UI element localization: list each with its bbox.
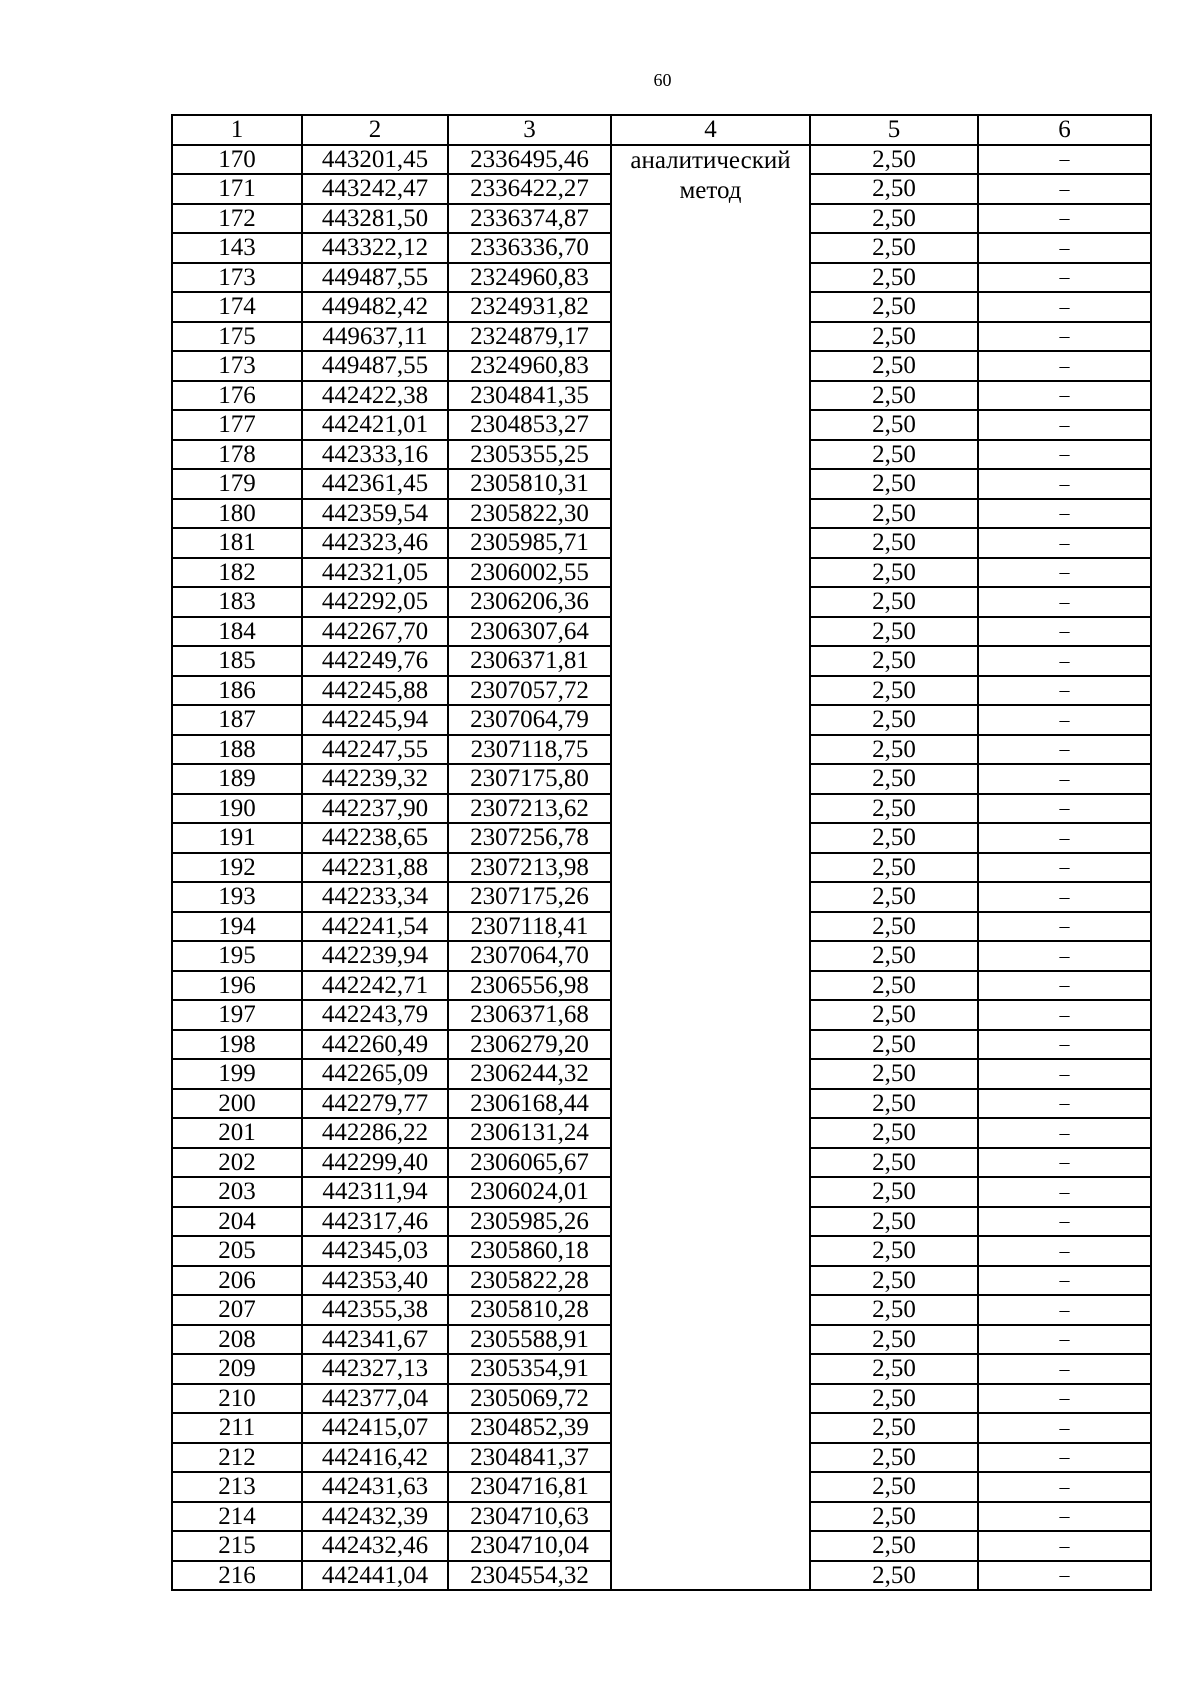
accuracy-cell: 2,50 [810, 764, 978, 794]
x-coordinate-cell: 443281,50 [302, 204, 448, 234]
y-coordinate-cell: 2306065,67 [448, 1148, 611, 1178]
point-number-cell: 216 [172, 1561, 302, 1591]
y-coordinate-cell: 2307175,26 [448, 882, 611, 912]
accuracy-cell: 2,50 [810, 1059, 978, 1089]
x-coordinate-cell: 442327,13 [302, 1354, 448, 1384]
x-coordinate-cell: 442247,55 [302, 735, 448, 765]
y-coordinate-cell: 2307064,70 [448, 941, 611, 971]
y-coordinate-cell: 2305822,30 [448, 499, 611, 529]
accuracy-cell: 2,50 [810, 823, 978, 853]
point-number-cell: 214 [172, 1502, 302, 1532]
x-coordinate-cell: 442377,04 [302, 1384, 448, 1414]
x-coordinate-cell: 442231,88 [302, 853, 448, 883]
point-number-cell: 202 [172, 1148, 302, 1178]
accuracy-cell: 2,50 [810, 1236, 978, 1266]
x-coordinate-cell: 442237,90 [302, 794, 448, 824]
accuracy-cell: 2,50 [810, 1384, 978, 1414]
point-number-cell: 196 [172, 971, 302, 1001]
note-cell: – [978, 174, 1151, 204]
note-cell: – [978, 1118, 1151, 1148]
x-coordinate-cell: 442317,46 [302, 1207, 448, 1237]
note-cell: – [978, 263, 1151, 293]
point-number-cell: 186 [172, 676, 302, 706]
point-number-cell: 179 [172, 469, 302, 499]
note-cell: – [978, 1531, 1151, 1561]
x-coordinate-cell: 442432,46 [302, 1531, 448, 1561]
point-number-cell: 206 [172, 1266, 302, 1296]
note-cell: – [978, 528, 1151, 558]
y-coordinate-cell: 2336374,87 [448, 204, 611, 234]
x-coordinate-cell: 442265,09 [302, 1059, 448, 1089]
y-coordinate-cell: 2305355,25 [448, 440, 611, 470]
y-coordinate-cell: 2305985,71 [448, 528, 611, 558]
coordinates-table [171, 114, 1152, 1591]
note-cell: – [978, 1325, 1151, 1355]
accuracy-cell: 2,50 [810, 1354, 978, 1384]
accuracy-cell: 2,50 [810, 499, 978, 529]
y-coordinate-cell: 2306206,36 [448, 587, 611, 617]
x-coordinate-cell: 442243,79 [302, 1000, 448, 1030]
note-cell: – [978, 1207, 1151, 1237]
note-cell: – [978, 853, 1151, 883]
y-coordinate-cell: 2306371,81 [448, 646, 611, 676]
table-row [172, 145, 1151, 175]
x-coordinate-cell: 449487,55 [302, 263, 448, 293]
point-number-cell: 178 [172, 440, 302, 470]
point-number-cell: 199 [172, 1059, 302, 1089]
x-coordinate-cell: 442359,54 [302, 499, 448, 529]
note-cell: – [978, 1354, 1151, 1384]
accuracy-cell: 2,50 [810, 794, 978, 824]
note-cell: – [978, 794, 1151, 824]
y-coordinate-cell: 2304554,32 [448, 1561, 611, 1591]
y-coordinate-cell: 2306002,55 [448, 558, 611, 588]
x-coordinate-cell: 442239,32 [302, 764, 448, 794]
accuracy-cell: 2,50 [810, 204, 978, 234]
note-cell: – [978, 1443, 1151, 1473]
accuracy-cell: 2,50 [810, 676, 978, 706]
y-coordinate-cell: 2324960,83 [448, 263, 611, 293]
point-number-cell: 205 [172, 1236, 302, 1266]
y-coordinate-cell: 2336336,70 [448, 233, 611, 263]
y-coordinate-cell: 2306131,24 [448, 1118, 611, 1148]
y-coordinate-cell: 2324931,82 [448, 292, 611, 322]
note-cell: – [978, 912, 1151, 942]
note-cell: – [978, 882, 1151, 912]
x-coordinate-cell: 442415,07 [302, 1413, 448, 1443]
accuracy-cell: 2,50 [810, 381, 978, 411]
point-number-cell: 197 [172, 1000, 302, 1030]
note-cell: – [978, 145, 1151, 175]
point-number-cell: 182 [172, 558, 302, 588]
y-coordinate-cell: 2306279,20 [448, 1030, 611, 1060]
x-coordinate-cell: 443242,47 [302, 174, 448, 204]
point-number-cell: 173 [172, 263, 302, 293]
accuracy-cell: 2,50 [810, 233, 978, 263]
point-number-cell: 184 [172, 617, 302, 647]
point-number-cell: 193 [172, 882, 302, 912]
x-coordinate-cell: 442345,03 [302, 1236, 448, 1266]
x-coordinate-cell: 442431,63 [302, 1472, 448, 1502]
note-cell: – [978, 705, 1151, 735]
y-coordinate-cell: 2305860,18 [448, 1236, 611, 1266]
point-number-cell: 203 [172, 1177, 302, 1207]
page-number: 60 [653, 70, 672, 90]
x-coordinate-cell: 442286,22 [302, 1118, 448, 1148]
accuracy-cell: 2,50 [810, 145, 978, 175]
note-cell: – [978, 1472, 1151, 1502]
accuracy-cell: 2,50 [810, 1177, 978, 1207]
accuracy-cell: 2,50 [810, 1089, 978, 1119]
x-coordinate-cell: 449487,55 [302, 351, 448, 381]
accuracy-cell: 2,50 [810, 1118, 978, 1148]
note-cell: – [978, 1030, 1151, 1060]
x-coordinate-cell: 442355,38 [302, 1295, 448, 1325]
x-coordinate-cell: 442432,39 [302, 1502, 448, 1532]
x-coordinate-cell: 442422,38 [302, 381, 448, 411]
accuracy-cell: 2,50 [810, 263, 978, 293]
accuracy-cell: 2,50 [810, 292, 978, 322]
y-coordinate-cell: 2305069,72 [448, 1384, 611, 1414]
x-coordinate-cell: 442416,42 [302, 1443, 448, 1473]
column-header: 2 [302, 115, 448, 145]
point-number-cell: 170 [172, 145, 302, 175]
point-number-cell: 187 [172, 705, 302, 735]
point-number-cell: 176 [172, 381, 302, 411]
note-cell: – [978, 440, 1151, 470]
table-body [172, 145, 1151, 1591]
y-coordinate-cell: 2307213,62 [448, 794, 611, 824]
point-number-cell: 215 [172, 1531, 302, 1561]
point-number-cell: 173 [172, 351, 302, 381]
accuracy-cell: 2,50 [810, 528, 978, 558]
accuracy-cell: 2,50 [810, 410, 978, 440]
y-coordinate-cell: 2304852,39 [448, 1413, 611, 1443]
accuracy-cell: 2,50 [810, 1030, 978, 1060]
accuracy-cell: 2,50 [810, 853, 978, 883]
x-coordinate-cell: 442242,71 [302, 971, 448, 1001]
point-number-cell: 189 [172, 764, 302, 794]
y-coordinate-cell: 2305588,91 [448, 1325, 611, 1355]
y-coordinate-cell: 2304710,04 [448, 1531, 611, 1561]
x-coordinate-cell: 442321,05 [302, 558, 448, 588]
note-cell: – [978, 558, 1151, 588]
point-number-cell: 200 [172, 1089, 302, 1119]
point-number-cell: 195 [172, 941, 302, 971]
note-cell: – [978, 322, 1151, 352]
y-coordinate-cell: 2307064,79 [448, 705, 611, 735]
accuracy-cell: 2,50 [810, 1207, 978, 1237]
x-coordinate-cell: 442361,45 [302, 469, 448, 499]
x-coordinate-cell: 449637,11 [302, 322, 448, 352]
accuracy-cell: 2,50 [810, 1502, 978, 1532]
note-cell: – [978, 646, 1151, 676]
x-coordinate-cell: 442233,34 [302, 882, 448, 912]
x-coordinate-cell: 442260,49 [302, 1030, 448, 1060]
y-coordinate-cell: 2306168,44 [448, 1089, 611, 1119]
note-cell: – [978, 204, 1151, 234]
y-coordinate-cell: 2304841,35 [448, 381, 611, 411]
point-number-cell: 190 [172, 794, 302, 824]
y-coordinate-cell: 2324879,17 [448, 322, 611, 352]
point-number-cell: 211 [172, 1413, 302, 1443]
y-coordinate-cell: 2306307,64 [448, 617, 611, 647]
note-cell: – [978, 735, 1151, 765]
accuracy-cell: 2,50 [810, 735, 978, 765]
point-number-cell: 207 [172, 1295, 302, 1325]
note-cell: – [978, 617, 1151, 647]
y-coordinate-cell: 2306244,32 [448, 1059, 611, 1089]
accuracy-cell: 2,50 [810, 646, 978, 676]
point-number-cell: 204 [172, 1207, 302, 1237]
y-coordinate-cell: 2305822,28 [448, 1266, 611, 1296]
point-number-cell: 181 [172, 528, 302, 558]
y-coordinate-cell: 2336422,27 [448, 174, 611, 204]
y-coordinate-cell: 2306024,01 [448, 1177, 611, 1207]
accuracy-cell: 2,50 [810, 705, 978, 735]
x-coordinate-cell: 442249,76 [302, 646, 448, 676]
note-cell: – [978, 292, 1151, 322]
accuracy-cell: 2,50 [810, 1000, 978, 1030]
y-coordinate-cell: 2304716,81 [448, 1472, 611, 1502]
note-cell: – [978, 764, 1151, 794]
x-coordinate-cell: 442299,40 [302, 1148, 448, 1178]
accuracy-cell: 2,50 [810, 587, 978, 617]
accuracy-cell: 2,50 [810, 912, 978, 942]
note-cell: – [978, 233, 1151, 263]
x-coordinate-cell: 442238,65 [302, 823, 448, 853]
column-header: 1 [172, 115, 302, 145]
note-cell: – [978, 410, 1151, 440]
header-row [172, 115, 1151, 145]
x-coordinate-cell: 442279,77 [302, 1089, 448, 1119]
point-number-cell: 185 [172, 646, 302, 676]
point-number-cell: 180 [172, 499, 302, 529]
accuracy-cell: 2,50 [810, 971, 978, 1001]
note-cell: – [978, 1236, 1151, 1266]
x-coordinate-cell: 443201,45 [302, 145, 448, 175]
accuracy-cell: 2,50 [810, 1531, 978, 1561]
accuracy-cell: 2,50 [810, 1266, 978, 1296]
point-number-cell: 172 [172, 204, 302, 234]
point-number-cell: 194 [172, 912, 302, 942]
accuracy-cell: 2,50 [810, 1472, 978, 1502]
y-coordinate-cell: 2304710,63 [448, 1502, 611, 1532]
note-cell: – [978, 1561, 1151, 1591]
point-number-cell: 201 [172, 1118, 302, 1148]
accuracy-cell: 2,50 [810, 1443, 978, 1473]
note-cell: – [978, 499, 1151, 529]
x-coordinate-cell: 443322,12 [302, 233, 448, 263]
y-coordinate-cell: 2307175,80 [448, 764, 611, 794]
note-cell: – [978, 1059, 1151, 1089]
x-coordinate-cell: 442441,04 [302, 1561, 448, 1591]
accuracy-cell: 2,50 [810, 351, 978, 381]
y-coordinate-cell: 2304853,27 [448, 410, 611, 440]
accuracy-cell: 2,50 [810, 1295, 978, 1325]
note-cell: – [978, 1177, 1151, 1207]
accuracy-cell: 2,50 [810, 617, 978, 647]
column-header: 4 [611, 115, 810, 145]
note-cell: – [978, 381, 1151, 411]
note-cell: – [978, 1000, 1151, 1030]
note-cell: – [978, 676, 1151, 706]
note-cell: – [978, 1148, 1151, 1178]
x-coordinate-cell: 442353,40 [302, 1266, 448, 1296]
point-number-cell: 174 [172, 292, 302, 322]
point-number-cell: 208 [172, 1325, 302, 1355]
y-coordinate-cell: 2305810,31 [448, 469, 611, 499]
point-number-cell: 209 [172, 1354, 302, 1384]
note-cell: – [978, 971, 1151, 1001]
y-coordinate-cell: 2307057,72 [448, 676, 611, 706]
x-coordinate-cell: 442311,94 [302, 1177, 448, 1207]
note-cell: – [978, 469, 1151, 499]
x-coordinate-cell: 442239,94 [302, 941, 448, 971]
y-coordinate-cell: 2336495,46 [448, 145, 611, 175]
x-coordinate-cell: 442421,01 [302, 410, 448, 440]
method-cell: аналитический метод [611, 145, 810, 1591]
note-cell: – [978, 1413, 1151, 1443]
y-coordinate-cell: 2307213,98 [448, 853, 611, 883]
point-number-cell: 210 [172, 1384, 302, 1414]
y-coordinate-cell: 2306556,98 [448, 971, 611, 1001]
note-cell: – [978, 1295, 1151, 1325]
point-number-cell: 177 [172, 410, 302, 440]
accuracy-cell: 2,50 [810, 882, 978, 912]
x-coordinate-cell: 442245,94 [302, 705, 448, 735]
point-number-cell: 213 [172, 1472, 302, 1502]
y-coordinate-cell: 2305985,26 [448, 1207, 611, 1237]
accuracy-cell: 2,50 [810, 1148, 978, 1178]
y-coordinate-cell: 2305810,28 [448, 1295, 611, 1325]
x-coordinate-cell: 449482,42 [302, 292, 448, 322]
note-cell: – [978, 1384, 1151, 1414]
x-coordinate-cell: 442292,05 [302, 587, 448, 617]
accuracy-cell: 2,50 [810, 440, 978, 470]
point-number-cell: 183 [172, 587, 302, 617]
y-coordinate-cell: 2306371,68 [448, 1000, 611, 1030]
y-coordinate-cell: 2304841,37 [448, 1443, 611, 1473]
point-number-cell: 212 [172, 1443, 302, 1473]
point-number-cell: 192 [172, 853, 302, 883]
accuracy-cell: 2,50 [810, 1413, 978, 1443]
point-number-cell: 171 [172, 174, 302, 204]
column-header: 6 [978, 115, 1151, 145]
note-cell: – [978, 351, 1151, 381]
note-cell: – [978, 1502, 1151, 1532]
point-number-cell: 143 [172, 233, 302, 263]
point-number-cell: 188 [172, 735, 302, 765]
note-cell: – [978, 1089, 1151, 1119]
accuracy-cell: 2,50 [810, 1561, 978, 1591]
x-coordinate-cell: 442267,70 [302, 617, 448, 647]
y-coordinate-cell: 2324960,83 [448, 351, 611, 381]
x-coordinate-cell: 442245,88 [302, 676, 448, 706]
y-coordinate-cell: 2307256,78 [448, 823, 611, 853]
note-cell: – [978, 941, 1151, 971]
accuracy-cell: 2,50 [810, 322, 978, 352]
y-coordinate-cell: 2307118,41 [448, 912, 611, 942]
column-header: 3 [448, 115, 611, 145]
x-coordinate-cell: 442241,54 [302, 912, 448, 942]
note-cell: – [978, 823, 1151, 853]
point-number-cell: 198 [172, 1030, 302, 1060]
accuracy-cell: 2,50 [810, 941, 978, 971]
x-coordinate-cell: 442323,46 [302, 528, 448, 558]
accuracy-cell: 2,50 [810, 1325, 978, 1355]
y-coordinate-cell: 2305354,91 [448, 1354, 611, 1384]
accuracy-cell: 2,50 [810, 174, 978, 204]
column-header: 5 [810, 115, 978, 145]
x-coordinate-cell: 442341,67 [302, 1325, 448, 1355]
note-cell: – [978, 587, 1151, 617]
point-number-cell: 191 [172, 823, 302, 853]
point-number-cell: 175 [172, 322, 302, 352]
note-cell: – [978, 1266, 1151, 1296]
accuracy-cell: 2,50 [810, 558, 978, 588]
accuracy-cell: 2,50 [810, 469, 978, 499]
y-coordinate-cell: 2307118,75 [448, 735, 611, 765]
x-coordinate-cell: 442333,16 [302, 440, 448, 470]
